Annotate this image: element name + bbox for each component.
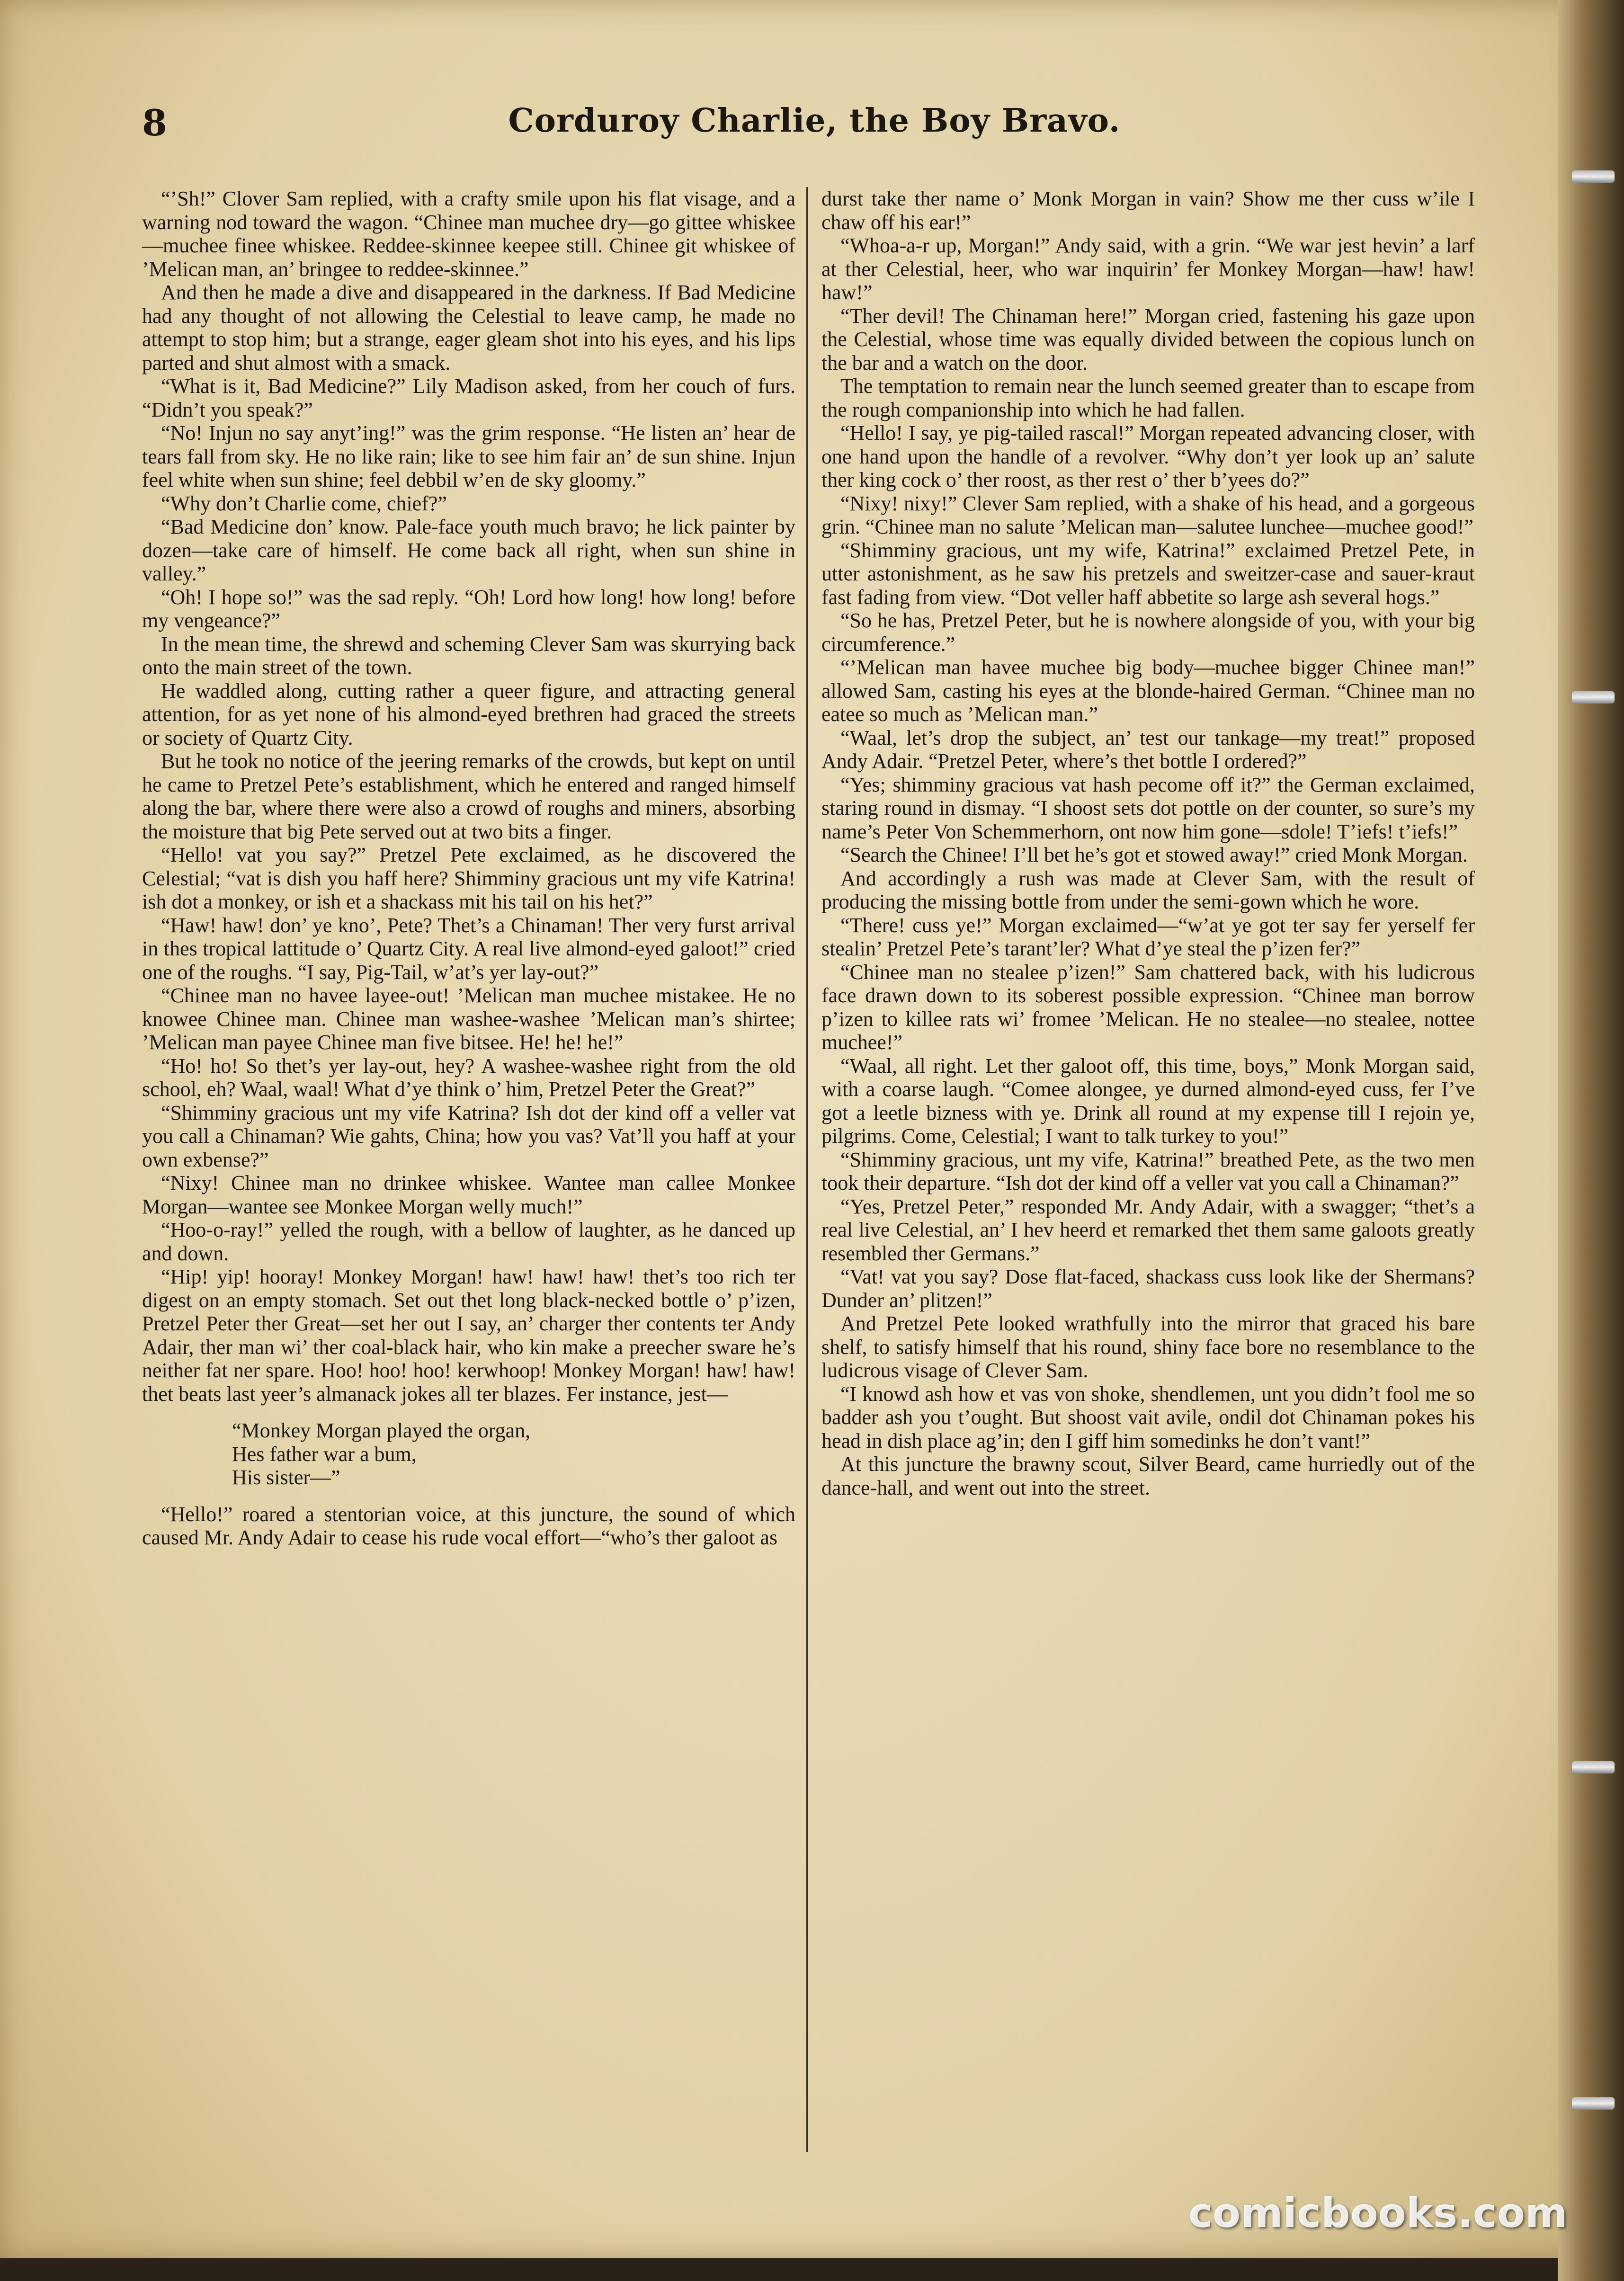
paragraph: “Ho! ho! So thet’s yer lay-out, hey? A washee-washee right from the old school, eh? Waal, waal! What d’ye think o’ him, Pretzel Peter the Great?” [142, 1054, 795, 1101]
paragraph: “Search the Chinee! I’ll bet he’s got et stowed away!” cried Monk Morgan. [840, 843, 1468, 866]
paragraph: The temptation to remain near the lunch seemed greater than to escape from the rough companionship into which he had fallen. [821, 374, 1475, 421]
page-number: 8 [142, 102, 167, 144]
right-column-paragraphs [821, 187, 1475, 1499]
paragraph: “So he has, Pretzel Peter, but he is nowhere alongside of you, with your big circumference.” [821, 609, 1475, 656]
paragraph: “Nixy! Chinee man no drinkee whiskee. Wantee man callee Monkee Morgan—wantee see Monkee Morgan welly much!” [142, 1171, 795, 1218]
paragraph: “’Melican man havee muchee big body—muchee bigger Chinee man!” allowed Sam, casting his eyes at the blonde-haired German. “Chinee man no eatee so much as ’Melican man.” [821, 656, 1475, 726]
watermark: comicbooks.com [1188, 2190, 1568, 2237]
paragraph: “Chinee man no stealee p’izen!” Sam chattered back, with his ludicrous face drawn down to its soberest possible expression. “Chinee man borrow p’izen to killee rats wi’ fromee ’Melican. He no stealee—no stealee, nottee muchee!” [821, 960, 1475, 1054]
paragraph: “Yes, Pretzel Peter,” responded Mr. Andy Adair, with a swagger; “thet’s a real live Celestial, an’ I hev heerd et remarked thet them same galoots greatly resembled ther Germans.” [821, 1194, 1475, 1265]
paragraph: And then he made a dive and disappeared in the darkness. If Bad Medicine had any thought of not allowing the Celestial to leave camp, he made no attempt to stop him; but a strange, eager gleam shot into his eyes, and his lips parted and shut almost with a smack. [142, 281, 795, 374]
paragraph: And Pretzel Pete looked wrathfully into the mirror that graced his bare shelf, to satisfy himself that his round, shiny face bore no resemblance to the ludicrous visage of Clever Sam. [821, 1312, 1475, 1382]
paragraph: He waddled along, cutting rather a queer figure, and attracting general attention, for as yet none of his almond-eyed brethren had graced the streets or society of Quartz City. [142, 679, 795, 749]
paragraph: But he took no notice of the jeering remarks of the crowds, but kept on until he came to Pretzel Pete’s establishment, which he entered and ranged himself along the bar, where there were also a crowd of roughs and miners, absorbing the moisture that big Pete served out at two bits a finger. [142, 749, 795, 843]
paragraph: At this juncture the brawny scout, Silver Beard, came hurriedly out of the dance-hall, and went out into the street. [821, 1452, 1475, 1499]
paragraph: “Why don’t Charlie come, chief?” [161, 491, 447, 515]
verse [232, 1419, 795, 1489]
staple [1572, 1761, 1615, 1773]
paragraph: “Hello!” roared a stentorian voice, at this juncture, the sound of which caused Mr. Andy Adair to cease his rude vocal effort—“who’s ther galoot as [142, 1502, 795, 1549]
paragraph: “Vat! vat you say? Dose flat-faced, shackass cuss look like der Shermans? Dunder an’ plitzen!” [821, 1265, 1475, 1312]
paragraph: “Haw! haw! don’ ye kno’, Pete? Thet’s a Chinaman! Ther very furst arrival in thes tropical lattitude o’ Quartz City. A real live almond-eyed galoot!” cried one of the roughs. “I say, Pig-Tail, w’at’s yer lay-out?” [142, 913, 795, 984]
paragraph: “Shimminy gracious, unt my vife, Katrina!” breathed Pete, as the two men took their departure. “Ish dot der kind off a veller vat you call a Chinaman?” [821, 1148, 1475, 1194]
left-column-paragraphs [142, 187, 795, 1406]
paragraph: “Waal, all right. Let ther galoot off, this time, boys,” Monk Morgan said, with a coarse laugh. “Comee alongee, ye durned almond-eyed cuss, fer I’ve got a leetle bizness with ye. Drink all round at my expense till I rejoin ye, pilgrims. Come, Celestial; I want to talk turkey to you!” [821, 1054, 1475, 1148]
verse-line: Hes father war a bum, [232, 1442, 417, 1466]
paragraph: “Hip! yip! hooray! Monkey Morgan! haw! haw! haw! thet’s too rich ter digest on an empty stomach. Set out thet long black-necked bottle o’ p’izen, Pretzel Peter ther Great—set her out I say, an’ charger ther contents ter Andy Adair, ther man wi’ ther coal-black hair, who kin make a preecher sware he’s neither fat ner spare. Hoo! hoo! hoo! kerwhoop! Monkey Morgan! haw! haw! thet beats last yeer’s almanack jokes all ter blazes. Fer instance, jest— [142, 1265, 795, 1406]
staple [1572, 2097, 1615, 2110]
paragraph: “Hello! I say, ye pig-tailed rascal!” Morgan repeated advancing closer, with one hand upon the handle of a revolver. “Why don’t yer look up an’ salute ther king cock o’ ther roost, as ther rest o’ ther b’yees do?” [821, 421, 1475, 491]
page-header [142, 102, 1487, 154]
staple [1572, 691, 1615, 704]
binding-spine [1558, 0, 1624, 2281]
paragraph: “Nixy! nixy!” Clever Sam replied, with a shake of his head, and a gorgeous grin. “Chinee man no salute ’Melican man—salutee lunchee—muchee good!” [821, 491, 1475, 538]
paragraph: durst take ther name o’ Monk Morgan in vain? Show me ther cuss w’ile I chaw off his ear!” [821, 187, 1475, 234]
paragraph: “Ther devil! The Chinaman here!” Morgan cried, fastening his gaze upon the Celestial, whose time was equally divided between the copious lunch on the bar and a watch on the door. [821, 304, 1475, 374]
verse-line: “Monkey Morgan played the organ, [232, 1419, 531, 1442]
column-divider [806, 187, 808, 2152]
right-column [821, 187, 1475, 1499]
paragraph: “Bad Medicine don’ know. Pale-face youth much bravo; he lick painter by dozen—take care of himself. He come back all right, when sun shine in valley.” [142, 515, 795, 585]
verse-line: His sister—” [232, 1466, 340, 1489]
paragraph: “Whoa-a-r up, Morgan!” Andy said, with a grin. “We war jest hevin’ a larf at ther Celestial, heer, who war inquirin’ fer Monkey Morgan—haw! haw! haw!” [821, 234, 1475, 304]
paragraph: “’Sh!” Clover Sam replied, with a crafty smile upon his flat visage, and a warning nod toward the wagon. “Chinee man muchee dry—go gittee whiskee—muchee finee whiskee. Reddee-skinnee keepee still. Chinee git whiskee of ’Melican man, an’ bringee to reddee-skinnee.” [142, 187, 795, 281]
paragraph: “Yes; shimminy gracious vat hash pecome off it?” the German exclaimed, staring round in dismay. “I shoost sets dot pottle on der counter, so sure’s my name’s Peter Von Schemmerhorn, ont now him gone—sdole! T’iefs! t’iefs!” [821, 773, 1475, 843]
paragraph: “Shimminy gracious, unt my wife, Katrina!” exclaimed Pretzel Pete, in utter astonishment, as he saw his pretzels and sweitzer-case and sauer-kraut fast fading from view. “Dot veller haff abbetite so large ash several hogs.” [821, 538, 1475, 609]
paragraph: “Oh! I hope so!” was the sad reply. “Oh! Lord how long! how long! before my vengeance?” [142, 585, 795, 632]
left-column [142, 187, 795, 1550]
paragraph: “Hello! vat you say?” Pretzel Pete exclaimed, as he discovered the Celestial; “vat is dish you haff here? Shimminy gracious unt my vife Katrina! ish dot a monkey, or ish et a shackass mit his tail on his het?” [142, 843, 795, 913]
paragraph: “Shimminy gracious unt my vife Katrina? Ish dot der kind off a veller vat you call a Chinaman? Wie gahts, China; how you vas? Vat’ll you haff at your own exbense?” [142, 1101, 795, 1171]
staple [1572, 170, 1615, 183]
page-title: Corduroy Charlie, the Boy Bravo. [508, 102, 1121, 140]
paragraph: “Waal, let’s drop the subject, an’ test our tankage—my treat!” proposed Andy Adair. “Pretzel Peter, where’s thet bottle I ordered?” [821, 726, 1475, 773]
paragraph: “What is it, Bad Medicine?” Lily Madison asked, from her couch of furs. “Didn’t you speak?” [142, 374, 795, 421]
paragraph: “Chinee man no havee layee-out! ’Melican man muchee mistakee. He no knowee Chinee man. Chinee man washee-washee ’Melican man’s shirtee; ’Melican man payee Chinee man five bitsee. He! he! he!” [142, 984, 795, 1054]
paragraph: And accordingly a rush was made at Clever Sam, with the result of producing the missing bottle from under the semi-gown which he wore. [821, 866, 1475, 913]
paragraph: “No! Injun no say anyt’ing!” was the grim response. “He listen an’ hear de tears fall from sky. He no like rain; like to see him fair an’ de sun shine. Injun feel white when sun shine; feel debbil w’en de sky gloomy.” [142, 421, 795, 491]
paragraph: In the mean time, the shrewd and scheming Clever Sam was skurrying back onto the main street of the town. [142, 632, 795, 679]
paragraph: “Hoo-o-ray!” yelled the rough, with a bellow of laughter, as he danced up and down. [142, 1218, 795, 1265]
paragraph: “I knowd ash how et vas von shoke, shendlemen, unt you didn’t fool me so badder ash you t’ought. But shoost vait avile, ondil dot Chinaman pokes his head in dish place ag’in; den I giff him somedinks he don’t vant!” [821, 1382, 1475, 1452]
paragraph: “There! cuss ye!” Morgan exclaimed—“w’at ye got ter say fer yerself fer stealin’ Pretzel Pete’s tarant’ler? What d’ye steal the p’izen fer?” [821, 913, 1475, 960]
